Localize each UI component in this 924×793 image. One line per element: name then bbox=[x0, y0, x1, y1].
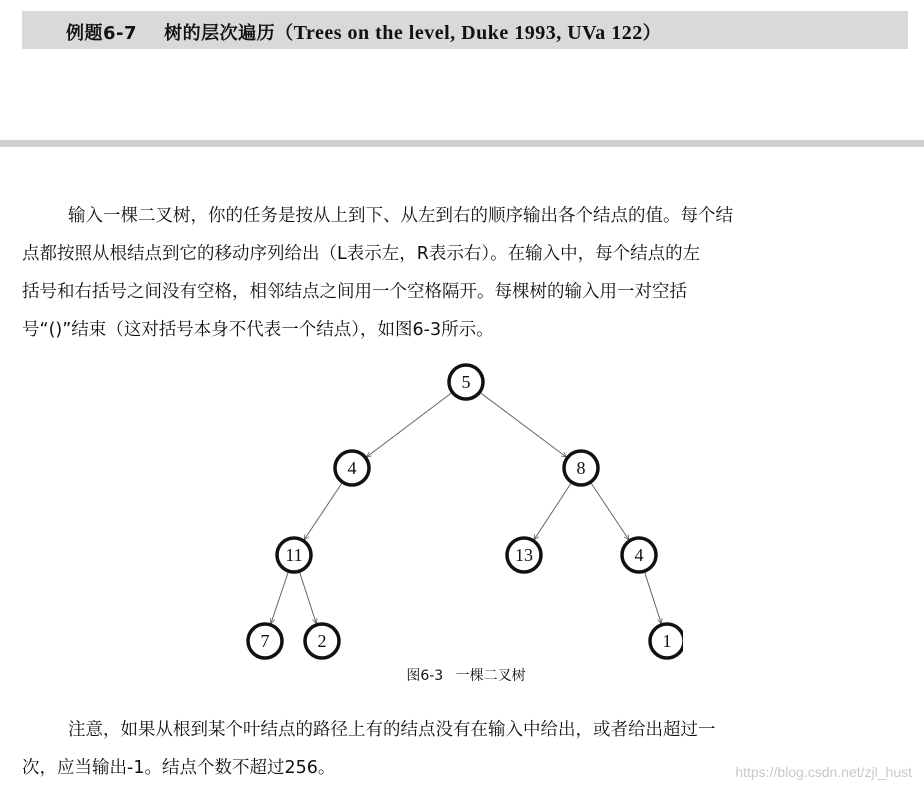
paragraph-intro bbox=[22, 197, 912, 349]
binary-tree-figure bbox=[243, 358, 683, 663]
tree-node-n8 bbox=[564, 451, 598, 485]
tree-node-label: 4 bbox=[634, 545, 644, 565]
title-english: Trees on the level, Duke 1993, UVa 122 bbox=[293, 22, 643, 44]
watermark-url: https://blog.csdn.net/zjl_hust bbox=[735, 764, 912, 780]
section-title bbox=[66, 19, 661, 45]
tree-node-n1 bbox=[650, 624, 683, 658]
binary-tree-diagram bbox=[243, 358, 683, 663]
tree-node-n2 bbox=[305, 624, 339, 658]
title-close-paren: ） bbox=[642, 23, 662, 44]
tree-node-n7 bbox=[248, 624, 282, 658]
tree-edge-n4b-n1 bbox=[644, 571, 661, 624]
intro-line-3: 括号和右括号之间没有空格，相邻结点之间用一个空格隔开。每棵树的输入用一对空括 bbox=[22, 282, 687, 302]
tree-node-label: 5 bbox=[461, 372, 471, 392]
section-title-bar bbox=[22, 11, 908, 49]
tree-node-label: 13 bbox=[515, 545, 533, 565]
intro-line-1: 输入一棵二叉树，你的任务是按从上到下、从左到右的顺序输出各个结点的值。每个结 bbox=[68, 206, 733, 226]
intro-line-2: 点都按照从根结点到它的移动序列给出（L表示左，R表示右）。在输入中，每个结点的左 bbox=[22, 244, 701, 264]
title-open-paren: （ bbox=[275, 23, 294, 44]
caption-number: 图6-3 bbox=[406, 668, 444, 684]
section-divider bbox=[0, 140, 924, 147]
tree-edge-n5-n8 bbox=[480, 392, 567, 457]
note-line-1: 注意，如果从根到某个叶结点的路径上有的结点没有在输入中给出，或者给出超过一 bbox=[68, 720, 716, 740]
tree-node-n11 bbox=[277, 538, 311, 572]
tree-node-label: 8 bbox=[576, 458, 586, 478]
tree-edge-n8-n13 bbox=[534, 482, 572, 540]
tree-edge-n5-n4a bbox=[366, 392, 452, 457]
example-label: 例题6-7 bbox=[66, 23, 138, 44]
figure-caption bbox=[0, 665, 924, 685]
tree-node-label: 1 bbox=[662, 631, 672, 651]
caption-text: 一棵二叉树 bbox=[455, 668, 526, 684]
tree-node-n4a bbox=[335, 451, 369, 485]
tree-edge-n11-n7 bbox=[271, 571, 289, 624]
tree-node-label: 4 bbox=[347, 458, 357, 478]
tree-node-label: 2 bbox=[317, 631, 327, 651]
note-line-2: 次，应当输出-1。结点个数不超过256。 bbox=[22, 758, 336, 778]
tree-node-n5 bbox=[449, 365, 483, 399]
tree-edge-n4a-n11 bbox=[304, 482, 343, 540]
tree-node-label: 11 bbox=[285, 545, 303, 565]
intro-line-4: 号“()”结束（这对括号本身不代表一个结点），如图6-3所示。 bbox=[22, 320, 494, 340]
tree-node-n13 bbox=[507, 538, 541, 572]
tree-edge-n11-n2 bbox=[299, 571, 316, 624]
title-chinese: 树的层次遍历 bbox=[164, 23, 276, 44]
tree-node-label: 7 bbox=[260, 631, 270, 651]
tree-edge-n8-n4b bbox=[590, 482, 629, 540]
tree-node-n4b bbox=[622, 538, 656, 572]
